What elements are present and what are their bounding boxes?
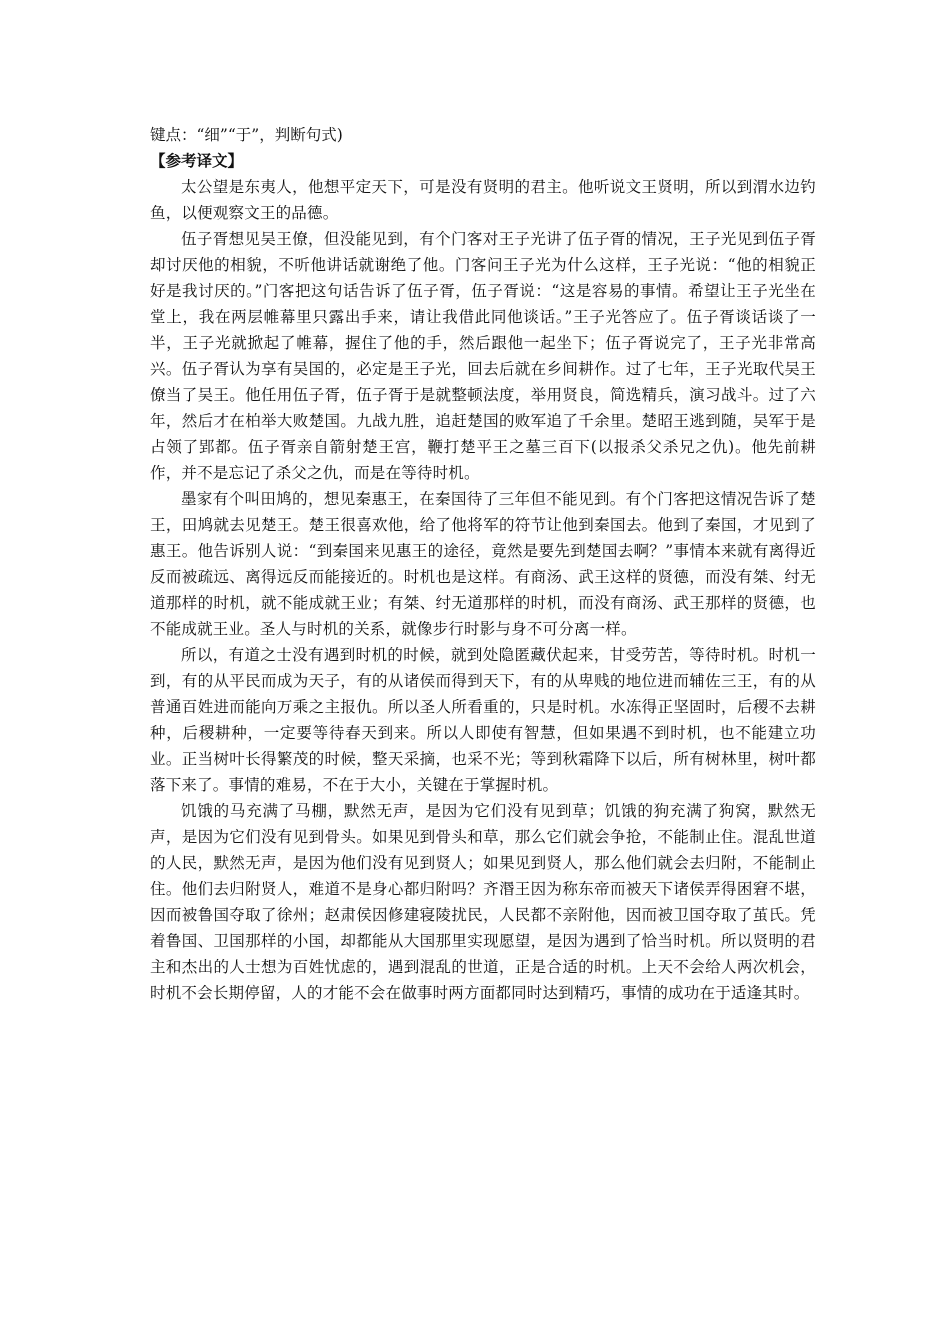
paragraph-1: 太公望是东夷人，他想平定天下，可是没有贤明的君主。他听说文王贤明，所以到渭水边钓鱼，以便观察文王的品德。 [150, 178, 816, 222]
paragraph-2: 伍子胥想见吴王僚，但没能见到，有个门客对王子光讲了伍子胥的情况，王子光见到伍子胥却讨厌他的相貌，不听他讲话就谢绝了他。门客问王子光为什么这样，王子光说：“他的相貌正好是我讨厌的。”门客把这句话告诉了伍子胥，伍子胥说：“这是容易的事情。希望让王子光坐在堂上，我在两层帷幕里只露出手来，请让我借此同他谈话。”王子光答应了。伍子胥谈话谈了一半，王子光就掀起了帷幕，握住了他的手，然后跟他一起坐下；伍子胥说完了，王子光非常高兴。伍子胥认为享有吴国的，必定是王子光，回去后就在乡间耕作。过了七年，王子光取代吴王僚当了吴王。他任用伍子胥，伍子胥于是就整顿法度，举用贤良，简选精兵，演习战斗。过了六年，然后才在柏举大败楚国。九战九胜，追赶楚国的败军追了千余里。楚昭王逃到随，吴军于是占领了郢都。伍子胥亲自箭射楚王宫，鞭打楚平王之墓三百下(以报杀父杀兄之仇)。他先前耕作，并不是忘记了杀父之仇，而是在等待时机。 [150, 230, 816, 482]
paragraph-3: 墨家有个叫田鸠的，想见秦惠王，在秦国待了三年但不能见到。有个门客把这情况告诉了楚王，田鸠就去见楚王。楚王很喜欢他，给了他将军的符节让他到秦国去。他到了秦国，才见到了惠王。他告诉别人说：“到秦国来见惠王的途径，竟然是要先到楚国去啊？”事情本来就有离得近反而被疏远、离得远反而能接近的。时机也是这样。有商汤、武王这样的贤德，而没有桀、纣无道那样的时机，就不能成就王业；有桀、纣无道那样的时机，而没有商汤、武王那样的贤德，也不能成就王业。圣人与时机的关系，就像步行时影与身不可分离一样。 [150, 490, 816, 638]
document-page [150, 122, 816, 1006]
top-line: 键点：“细”“于”，判断句式) [150, 126, 343, 144]
paragraph-4: 所以，有道之士没有遇到时机的时候，就到处隐匿藏伏起来，甘受劳苦，等待时机。时机一到，有的从平民而成为天子，有的从诸侯而得到天下，有的从卑贱的地位进而辅佐三王，有的从普通百姓进而能向万乘之主报仇。所以圣人所看重的，只是时机。水冻得正坚固时，后稷不去耕种，后稷耕种，一定要等待春天到来。所以人即使有智慧，但如果遇不到时机，也不能建立功业。正当树叶长得繁茂的时候，整天采摘，也采不光；等到秋霜降下以后，所有树林里，树叶都落下来了。事情的难易，不在于大小，关键在于掌握时机。 [150, 646, 816, 794]
paragraph-5: 饥饿的马充满了马棚，默然无声，是因为它们没有见到草；饥饿的狗充满了狗窝，默然无声，是因为它们没有见到骨头。如果见到骨头和草，那么它们就会争抢，不能制止住。混乱世道的人民，默然无声，是因为他们没有见到贤人；如果见到贤人，那么他们就会去归附，不能制止住。他们去归附贤人，难道不是身心都归附吗？齐湣王因为称东帝而被天下诸侯弄得困窘不堪，因而被鲁国夺取了徐州；赵肃侯因修建寝陵扰民，人民都不亲附他，因而被卫国夺取了茧氏。凭着鲁国、卫国那样的小国，却都能从大国那里实现愿望，是因为遇到了恰当时机。所以贤明的君主和杰出的人士想为百姓忧虑的，遇到混乱的世道，正是合适的时机。上天不会给人两次机会，时机不会长期停留，人的才能不会在做事时两方面都同时达到精巧，事情的成功在于适逢其时。 [150, 802, 816, 1002]
section-heading: 【参考译文】 [150, 151, 244, 170]
